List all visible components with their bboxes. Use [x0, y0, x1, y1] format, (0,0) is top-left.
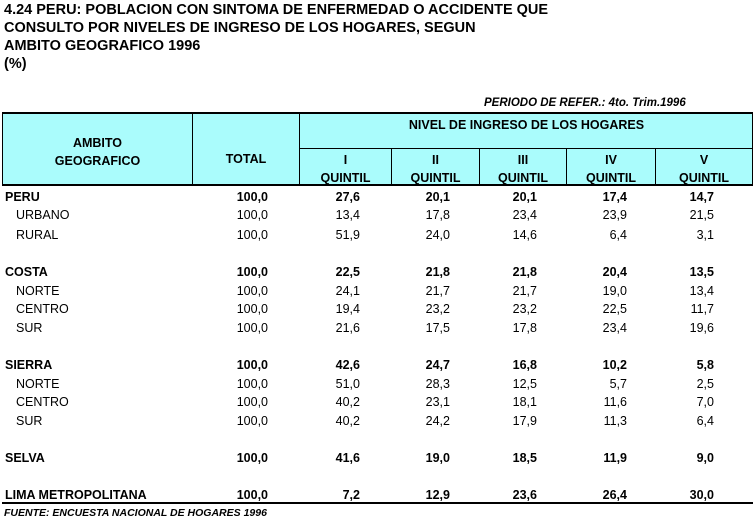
- row-label: CENTRO: [16, 395, 69, 409]
- cell-quintil-5: 19,6: [689, 321, 714, 335]
- cell-quintil-3: 21,8: [512, 265, 537, 279]
- cell-quintil-1: 42,6: [335, 358, 360, 372]
- title-line: CONSULTO POR NIVELES DE INGRESO DE LOS HOGARES, SEGUN: [4, 20, 476, 36]
- table-row: [0, 282, 756, 300]
- cell-quintil-4: 19,0: [602, 284, 627, 298]
- cell-quintil-2: 12,9: [425, 488, 450, 502]
- row-label: URBANO: [16, 208, 70, 222]
- cell-quintil-5: 14,7: [689, 190, 714, 204]
- row-label: COSTA: [5, 265, 48, 279]
- cell-quintil-4: 23,4: [602, 321, 627, 335]
- header-nivel-ingreso: NIVEL DE INGRESO DE LOS HOGARES: [408, 118, 645, 132]
- cell-total: 100,0: [236, 414, 268, 428]
- cell-quintil-4: 6,4: [609, 228, 627, 242]
- cell-total: 100,0: [236, 284, 268, 298]
- cell-total: 100,0: [236, 208, 268, 222]
- header-quintil-5: V QUINTIL: [679, 153, 729, 185]
- cell-quintil-1: 51,9: [335, 228, 360, 242]
- cell-quintil-1: 40,2: [335, 414, 360, 428]
- cell-quintil-1: 27,6: [335, 190, 360, 204]
- cell-quintil-5: 3,1: [696, 228, 714, 242]
- title-line: (%): [4, 56, 27, 72]
- cell-quintil-5: 2,5: [696, 377, 714, 391]
- cell-quintil-4: 11,9: [603, 451, 627, 465]
- cell-quintil-5: 9,0: [696, 451, 714, 465]
- cell-quintil-2: 19,0: [425, 451, 450, 465]
- cell-quintil-1: 22,5: [335, 265, 360, 279]
- cell-quintil-5: 13,5: [689, 265, 714, 279]
- cell-total: 100,0: [236, 190, 268, 204]
- cell-quintil-2: 24,7: [425, 358, 450, 372]
- cell-total: 100,0: [236, 358, 268, 372]
- cell-quintil-4: 17,4: [602, 190, 627, 204]
- cell-quintil-2: 24,2: [425, 414, 450, 428]
- cell-quintil-3: 16,8: [512, 358, 537, 372]
- row-label: SIERRA: [5, 358, 53, 372]
- cell-quintil-4: 23,9: [602, 208, 627, 222]
- cell-quintil-1: 21,6: [335, 321, 360, 335]
- table-row: [0, 319, 756, 337]
- row-label: LIMA METROPOLITANA: [5, 488, 147, 502]
- cell-total: 100,0: [236, 488, 268, 502]
- cell-quintil-2: 20,1: [425, 190, 450, 204]
- row-label: SUR: [16, 321, 43, 335]
- table-row: [0, 393, 756, 411]
- cell-quintil-2: 24,0: [425, 228, 450, 242]
- cell-total: 100,0: [236, 302, 268, 316]
- header-total: TOTAL: [225, 152, 267, 166]
- cell-quintil-3: 23,6: [512, 488, 537, 502]
- table-row: [0, 188, 756, 206]
- table-row: [0, 263, 756, 281]
- header-quintil-4: IV QUINTIL: [586, 153, 636, 185]
- cell-quintil-5: 7,0: [696, 395, 714, 409]
- cell-quintil-5: 30,0: [689, 488, 714, 502]
- row-label: SELVA: [5, 451, 45, 465]
- cell-quintil-4: 11,3: [603, 414, 627, 428]
- cell-quintil-2: 17,8: [425, 208, 450, 222]
- row-label: NORTE: [16, 284, 60, 298]
- cell-quintil-1: 19,4: [335, 302, 360, 316]
- cell-quintil-4: 11,6: [603, 395, 627, 409]
- cell-quintil-5: 11,7: [690, 302, 714, 316]
- table-row: [0, 356, 756, 374]
- cell-quintil-3: 18,5: [512, 451, 537, 465]
- table-row: [0, 449, 756, 467]
- cell-quintil-5: 5,8: [696, 358, 714, 372]
- cell-quintil-3: 23,2: [512, 302, 537, 316]
- header-quintil-1: I QUINTIL: [320, 153, 371, 185]
- cell-quintil-2: 28,3: [425, 377, 450, 391]
- row-label: RURAL: [16, 228, 59, 242]
- table-row: [0, 206, 756, 224]
- cell-quintil-3: 23,4: [512, 208, 537, 222]
- table-bottom-rule: [2, 502, 753, 504]
- cell-quintil-4: 20,4: [602, 265, 627, 279]
- cell-total: 100,0: [236, 228, 268, 242]
- title-line: AMBITO GEOGRAFICO 1996: [4, 38, 201, 54]
- header-quintil-3: III QUINTIL: [498, 153, 548, 185]
- cell-quintil-4: 10,2: [602, 358, 627, 372]
- cell-quintil-1: 51,0: [335, 377, 360, 391]
- cell-quintil-1: 7,2: [342, 488, 360, 502]
- cell-total: 100,0: [236, 321, 268, 335]
- cell-quintil-3: 12,5: [512, 377, 537, 391]
- cell-quintil-2: 23,2: [425, 302, 450, 316]
- cell-quintil-5: 13,4: [689, 284, 714, 298]
- cell-quintil-3: 18,1: [512, 395, 537, 409]
- cell-quintil-3: 21,7: [512, 284, 537, 298]
- reference-period: PERIODO DE REFER.: 4to. Trim.1996: [484, 97, 686, 109]
- row-label: CENTRO: [16, 302, 69, 316]
- cell-quintil-1: 24,1: [335, 284, 360, 298]
- title-line: 4.24 PERU: POBLACION CON SINTOMA DE ENFERMEDAD O ACCIDENTE QUE: [4, 2, 549, 18]
- row-label: PERU: [5, 190, 40, 204]
- table-row: [0, 375, 756, 393]
- cell-quintil-1: 13,4: [335, 208, 360, 222]
- cell-total: 100,0: [236, 395, 268, 409]
- cell-quintil-1: 40,2: [335, 395, 360, 409]
- table-row: [0, 412, 756, 430]
- row-label: SUR: [16, 414, 43, 428]
- cell-quintil-5: 21,5: [689, 208, 714, 222]
- cell-total: 100,0: [236, 451, 268, 465]
- header-divider: [192, 114, 193, 184]
- cell-quintil-4: 22,5: [602, 302, 627, 316]
- header-quintil-2: II QUINTIL: [410, 153, 461, 185]
- cell-quintil-3: 14,6: [512, 228, 537, 242]
- row-label: NORTE: [16, 377, 60, 391]
- cell-quintil-2: 23,1: [425, 395, 450, 409]
- header-ambito: AMBITO GEOGRAFICO: [54, 136, 141, 168]
- header-divider: [299, 148, 753, 149]
- cell-quintil-1: 41,6: [335, 451, 360, 465]
- cell-quintil-4: 26,4: [602, 488, 627, 502]
- cell-total: 100,0: [236, 377, 268, 391]
- cell-quintil-3: 17,8: [512, 321, 537, 335]
- cell-quintil-5: 6,4: [696, 414, 714, 428]
- cell-quintil-3: 20,1: [512, 190, 537, 204]
- cell-quintil-4: 5,7: [609, 377, 627, 391]
- cell-total: 100,0: [236, 265, 268, 279]
- table-row: [0, 300, 756, 318]
- cell-quintil-2: 21,7: [425, 284, 450, 298]
- source-note: FUENTE: ENCUESTA NACIONAL DE HOGARES 1996: [4, 507, 267, 519]
- cell-quintil-2: 17,5: [425, 321, 450, 335]
- table-title: [4, 1, 548, 73]
- table-header: [2, 112, 753, 186]
- cell-quintil-3: 17,9: [512, 414, 537, 428]
- cell-quintil-2: 21,8: [425, 265, 450, 279]
- table-row: [0, 226, 756, 244]
